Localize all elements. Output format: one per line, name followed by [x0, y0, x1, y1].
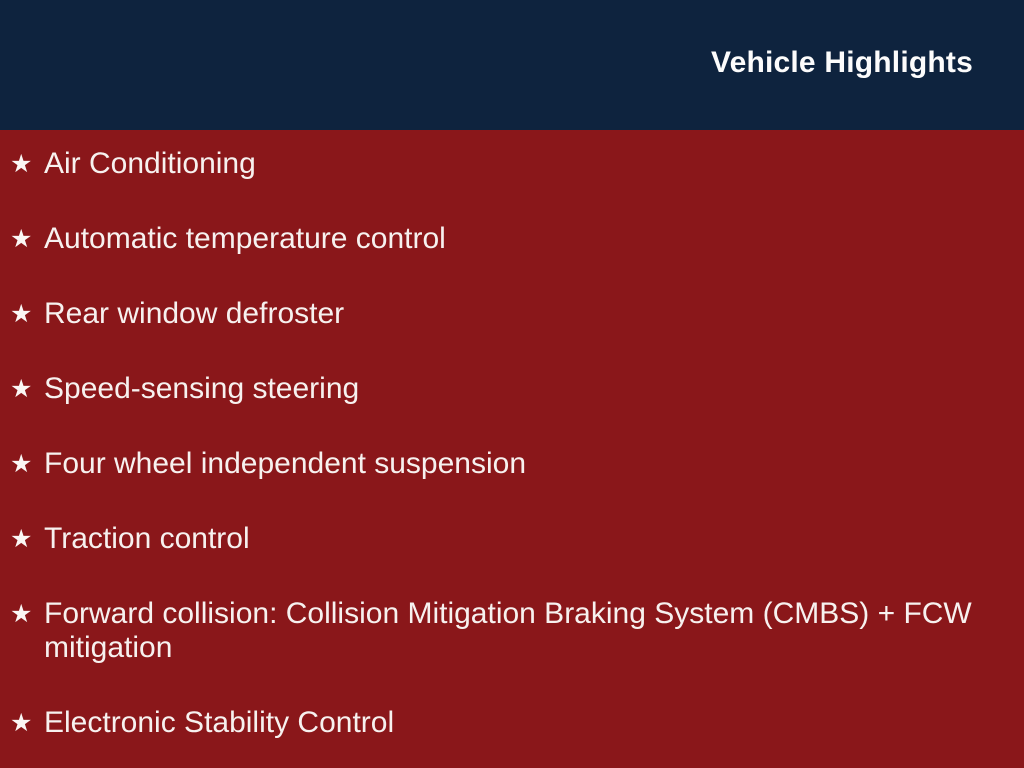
star-bullet-icon: ★ [10, 224, 33, 253]
list-item-label: Four wheel independent suspension [44, 447, 527, 480]
list-item [10, 222, 984, 256]
slide-header [0, 0, 1024, 130]
list-item-label: Rear window defroster [44, 297, 345, 330]
list-item-label: Traction control [44, 522, 250, 555]
page-title: Vehicle Highlights [711, 46, 973, 79]
star-bullet-icon: ★ [10, 599, 33, 628]
list-item-label: Speed-sensing steering [44, 372, 360, 405]
list-item [10, 447, 984, 481]
list-item [10, 706, 984, 740]
list-item-label: Air Conditioning [44, 147, 256, 180]
list-item [10, 297, 984, 331]
star-bullet-icon: ★ [10, 374, 33, 403]
star-bullet-icon: ★ [10, 449, 33, 478]
star-bullet-icon: ★ [10, 299, 33, 328]
list-item [10, 597, 984, 665]
list-item-label: Forward collision: Collision Mitigation Braking System (CMBS) + FCW mitigation [44, 597, 972, 664]
star-bullet-icon: ★ [10, 149, 33, 178]
list-item-label: Electronic Stability Control [44, 706, 395, 739]
list-item [10, 147, 984, 181]
star-bullet-icon: ★ [10, 524, 33, 553]
list-item [10, 372, 984, 406]
list-item-label: Automatic temperature control [44, 222, 446, 255]
star-bullet-icon: ★ [10, 708, 33, 737]
list-item [10, 522, 984, 556]
feature-list [0, 130, 1024, 740]
